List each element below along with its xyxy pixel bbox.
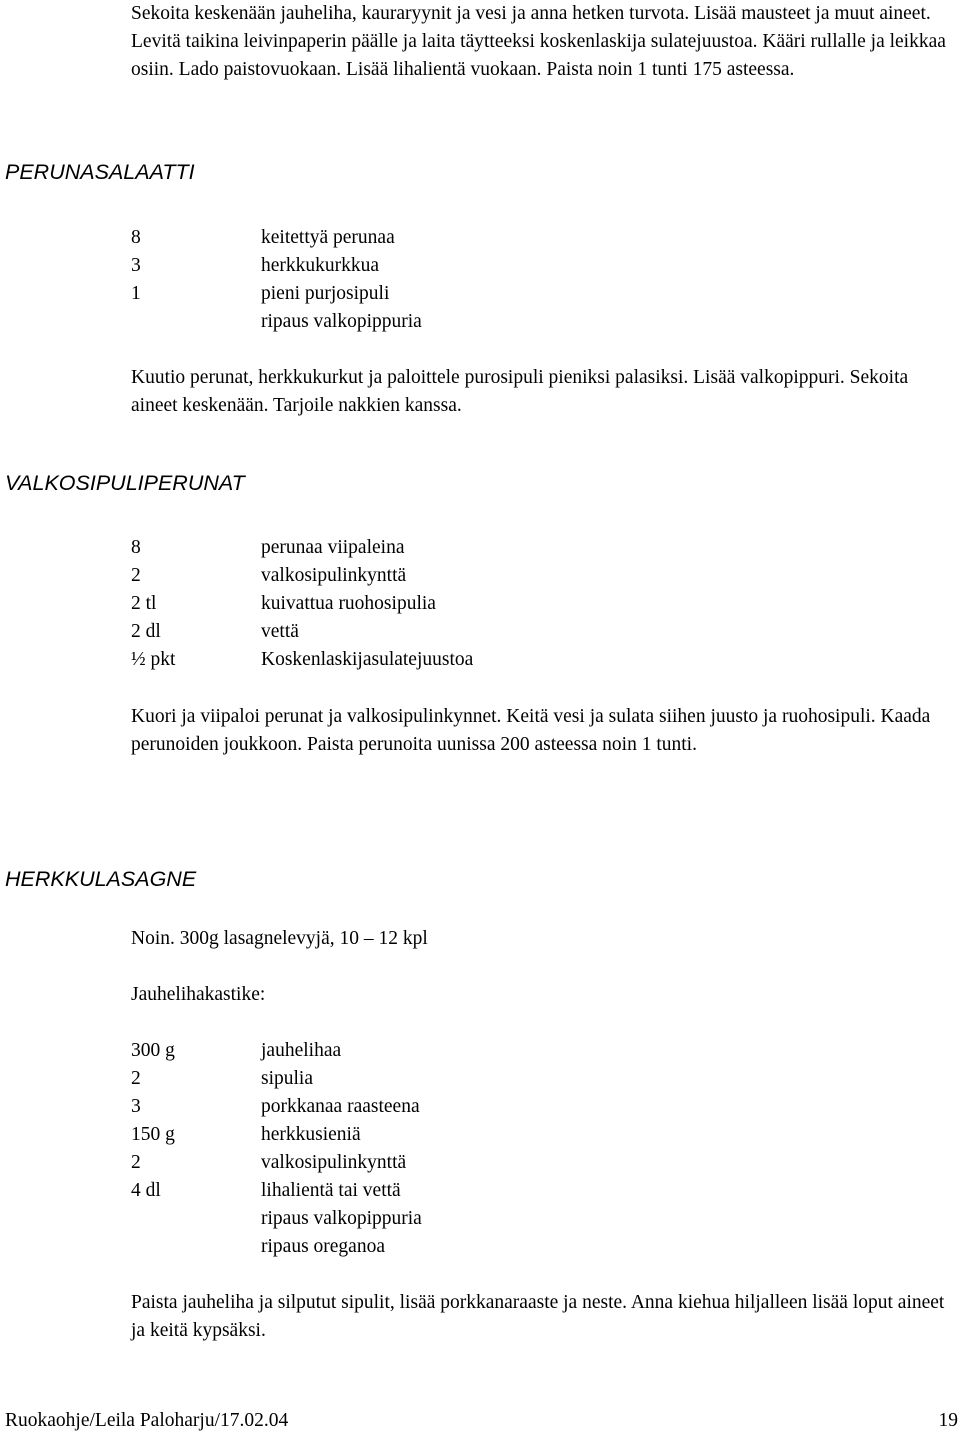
ingredient-row [131, 308, 422, 336]
ingredient-qty: 2 [131, 565, 141, 586]
ingredient-name: vettä [261, 621, 299, 642]
ingredient-name: lihalientä tai vettä [261, 1180, 401, 1201]
ingredient-row [131, 646, 473, 674]
ingredient-row [131, 252, 422, 280]
ingredient-qty: 2 dl [131, 621, 161, 642]
intro-paragraph: Sekoita keskenään jauheliha, kauraryynit ja vesi ja anna hetken turvota. Lisää mausteet ja muut aineet. Levitä taikina leivinpaperin päälle ja laita täytteeksi koskenlaskija sulatejuustoa. Kääri rullalle ja leikkaa osiin. Lado paistovuokaan. Lisää lihalientä vuokaan. Paista noin 1 tunti 175 asteessa. [131, 3, 946, 80]
ingredient-row [131, 1065, 422, 1093]
ingredient-row [131, 280, 422, 308]
ingredient-qty: 8 [131, 227, 141, 248]
ingredient-name: pieni purjosipuli [261, 283, 390, 304]
ingredient-name: herkkukurkkua [261, 255, 380, 276]
ingredient-qty [131, 1205, 261, 1233]
ingredient-qty [131, 1233, 261, 1261]
ingredient-name: ripaus oreganoa [261, 1236, 385, 1257]
instructions-perunasalaatti: Kuutio perunat, herkkukurkut ja paloittele purosipuli pieniksi palasiksi. Lisää valkopippuri. Sekoita aineet keskenään. Tarjoile nakkien kanssa. [131, 367, 909, 416]
footer-source: Ruokaohje/Leila Paloharju/17.02.04 [5, 1410, 289, 1431]
ingredient-name: Koskenlaskijasulatejuustoa [261, 649, 474, 670]
ingredient-name: herkkusieniä [261, 1124, 361, 1145]
ingredient-qty: 150 g [131, 1124, 175, 1145]
ingredient-row [131, 1121, 422, 1149]
ingredient-row [131, 590, 473, 618]
ingredient-name: valkosipulinkynttä [261, 565, 407, 586]
ingredient-row [131, 1093, 422, 1121]
ingredient-name: valkosipulinkynttä [261, 1152, 407, 1173]
instructions-valkosipuliperunat: Kuori ja viipaloi perunat ja valkosipulinkynnet. Keitä vesi ja sulata siihen juusto ja ruohosipuli. Kaada perunoiden joukkoon. Paista perunoita uunissa 200 asteessa noin 1 tunti. [131, 706, 931, 755]
ingredient-name: porkkanaa raasteena [261, 1096, 420, 1117]
ingredient-qty: ½ pkt [131, 649, 176, 670]
ingredient-row [131, 562, 473, 590]
ingredient-name: ripaus valkopippuria [261, 311, 422, 332]
ingredient-qty: 3 [131, 1096, 141, 1117]
ingredient-list-valkosipuliperunat [131, 534, 473, 674]
ingredient-row [131, 1205, 422, 1233]
page-number: 19 [938, 1410, 958, 1431]
recipe-title-valkosipuliperunat: VALKOSIPULIPERUNAT [5, 471, 245, 495]
ingredient-row [131, 1149, 422, 1177]
ingredient-qty [131, 308, 261, 336]
sauce-label: Jauhelihakastike: [131, 984, 266, 1005]
ingredient-name: perunaa viipaleina [261, 537, 405, 558]
ingredient-qty: 4 dl [131, 1180, 161, 1201]
ingredient-list-herkkulasagne [131, 1037, 422, 1261]
ingredient-list-perunasalaatti [131, 224, 422, 336]
ingredient-name: ripaus valkopippuria [261, 1208, 422, 1229]
instructions-herkkulasagne: Paista jauheliha ja silputut sipulit, lisää porkkanaraaste ja neste. Anna kiehua hiljalleen lisää loput aineet ja keitä kypsäksi. [131, 1292, 945, 1341]
ingredient-qty: 2 [131, 1068, 141, 1089]
page-footer [5, 1407, 958, 1435]
ingredient-row [131, 1037, 422, 1065]
ingredient-qty: 3 [131, 255, 141, 276]
ingredient-name: sipulia [261, 1068, 313, 1089]
ingredient-name: keitettyä perunaa [261, 227, 395, 248]
ingredient-row [131, 1233, 422, 1261]
ingredient-row [131, 618, 473, 646]
ingredient-qty: 8 [131, 537, 141, 558]
ingredient-row [131, 1177, 422, 1205]
ingredient-qty: 300 g [131, 1040, 175, 1061]
ingredient-qty: 2 tl [131, 593, 157, 614]
ingredient-row [131, 224, 422, 252]
ingredient-qty: 2 [131, 1152, 141, 1173]
ingredient-name: jauhelihaa [261, 1040, 342, 1061]
recipe-title-perunasalaatti: PERUNASALAATTI [5, 160, 195, 184]
ingredient-row [131, 534, 473, 562]
ingredient-qty: 1 [131, 283, 141, 304]
recipe-title-herkkulasagne: HERKKULASAGNE [5, 867, 197, 891]
pasta-line: Noin. 300g lasagnelevyjä, 10 – 12 kpl [131, 928, 428, 949]
ingredient-name: kuivattua ruohosipulia [261, 593, 436, 614]
